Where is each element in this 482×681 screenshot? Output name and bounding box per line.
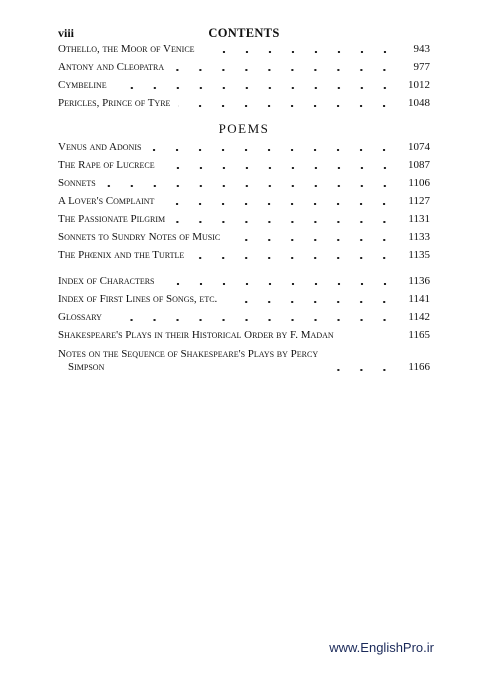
dot-leader [172, 69, 396, 71]
toc-entry-page: 1012 [408, 79, 430, 91]
dot-leader [115, 87, 396, 89]
toc-entry-page: 1165 [408, 329, 430, 341]
toc-entry-page: 1135 [408, 249, 430, 261]
toc-entry-page: 1133 [408, 231, 430, 243]
dot-leader [228, 239, 396, 241]
toc-entry [58, 326, 430, 342]
toc-entry [58, 308, 430, 324]
toc-entry-page: 1074 [408, 141, 430, 153]
toc-entry-title: The Rape of Lucrece [58, 159, 155, 171]
toc-entry-title: Antony and Cleopatra [58, 61, 165, 73]
toc-entry-page: 1136 [408, 275, 430, 287]
toc-entry-title: Pericles, Prince of Tyre [58, 97, 171, 109]
toc-entry-page: 1127 [408, 195, 430, 207]
toc-entry-title: Index of First Lines of Songs, etc. [58, 293, 218, 305]
dot-leader [104, 185, 396, 187]
toc-entry-title: Sonnets to Sundry Notes of Music [58, 231, 221, 243]
toc-entry-page: 1048 [408, 97, 430, 109]
toc-entry-title-line2: Simpson [68, 361, 105, 373]
dot-leader [110, 319, 396, 321]
toc-entry-title: A Lover's Complaint [58, 195, 155, 207]
toc-entry [58, 156, 430, 172]
page-title: CONTENTS [208, 26, 280, 40]
toc-entry-title: Othello, the Moor of Venice [58, 43, 195, 55]
toc-entry-page: 1141 [408, 293, 430, 305]
toc-entry-page: 1087 [408, 159, 430, 171]
toc-entry-title-line1: Notes on the Sequence of Shakespeare's Plays by Percy [58, 348, 319, 360]
toc-entry-title: Venus and Adonis [58, 141, 142, 153]
dot-leader [163, 283, 396, 285]
toc-entry-title-block [58, 348, 318, 374]
dot-leader [192, 257, 396, 259]
toc-entry-page: 1106 [408, 177, 430, 189]
toc-entry-title: The Passionate Pilgrim [58, 213, 166, 225]
toc-entry [58, 138, 430, 154]
dot-leader [149, 149, 396, 151]
toc-entry [58, 228, 430, 244]
toc-entry [58, 290, 430, 306]
toc-entry-title: Shakespeare's Plays in their Historical Order by F. Madan [58, 329, 334, 341]
toc-entry [58, 40, 430, 56]
toc-entry-page: 977 [413, 61, 430, 73]
dot-leader [203, 51, 396, 53]
poems-heading: POEMS [218, 121, 270, 136]
toc-entry [58, 94, 430, 110]
toc-entry [58, 76, 430, 92]
dot-leader [163, 167, 396, 169]
toc-entry-page: 1142 [408, 311, 430, 323]
dot-leader [162, 203, 396, 205]
dot-leader [178, 105, 396, 107]
toc-entry-page: 1131 [408, 213, 430, 225]
toc-entry-page: 943 [413, 43, 430, 55]
toc-entry-title: Cymbeline [58, 79, 107, 91]
toc-entry [58, 344, 430, 374]
toc-entry [58, 210, 430, 226]
toc-entry [58, 192, 430, 208]
watermark-url: www.EnglishPro.ir [329, 640, 434, 655]
page-number: viii [58, 26, 75, 40]
toc-entry-title: Sonnets [58, 177, 96, 189]
dot-leader [225, 301, 396, 303]
toc-entry-title: Index of Characters [58, 275, 155, 287]
toc-entry [58, 246, 430, 262]
dot-leader [326, 369, 396, 371]
toc-entry-title: The Phœnix and the Turtle [58, 249, 185, 261]
toc-entry [58, 58, 430, 74]
toc-entry [58, 272, 430, 288]
toc-entry-page: 1166 [408, 361, 430, 373]
toc-entry-title: Glossary [58, 311, 102, 323]
dot-leader [173, 221, 396, 223]
toc-entry [58, 174, 430, 190]
